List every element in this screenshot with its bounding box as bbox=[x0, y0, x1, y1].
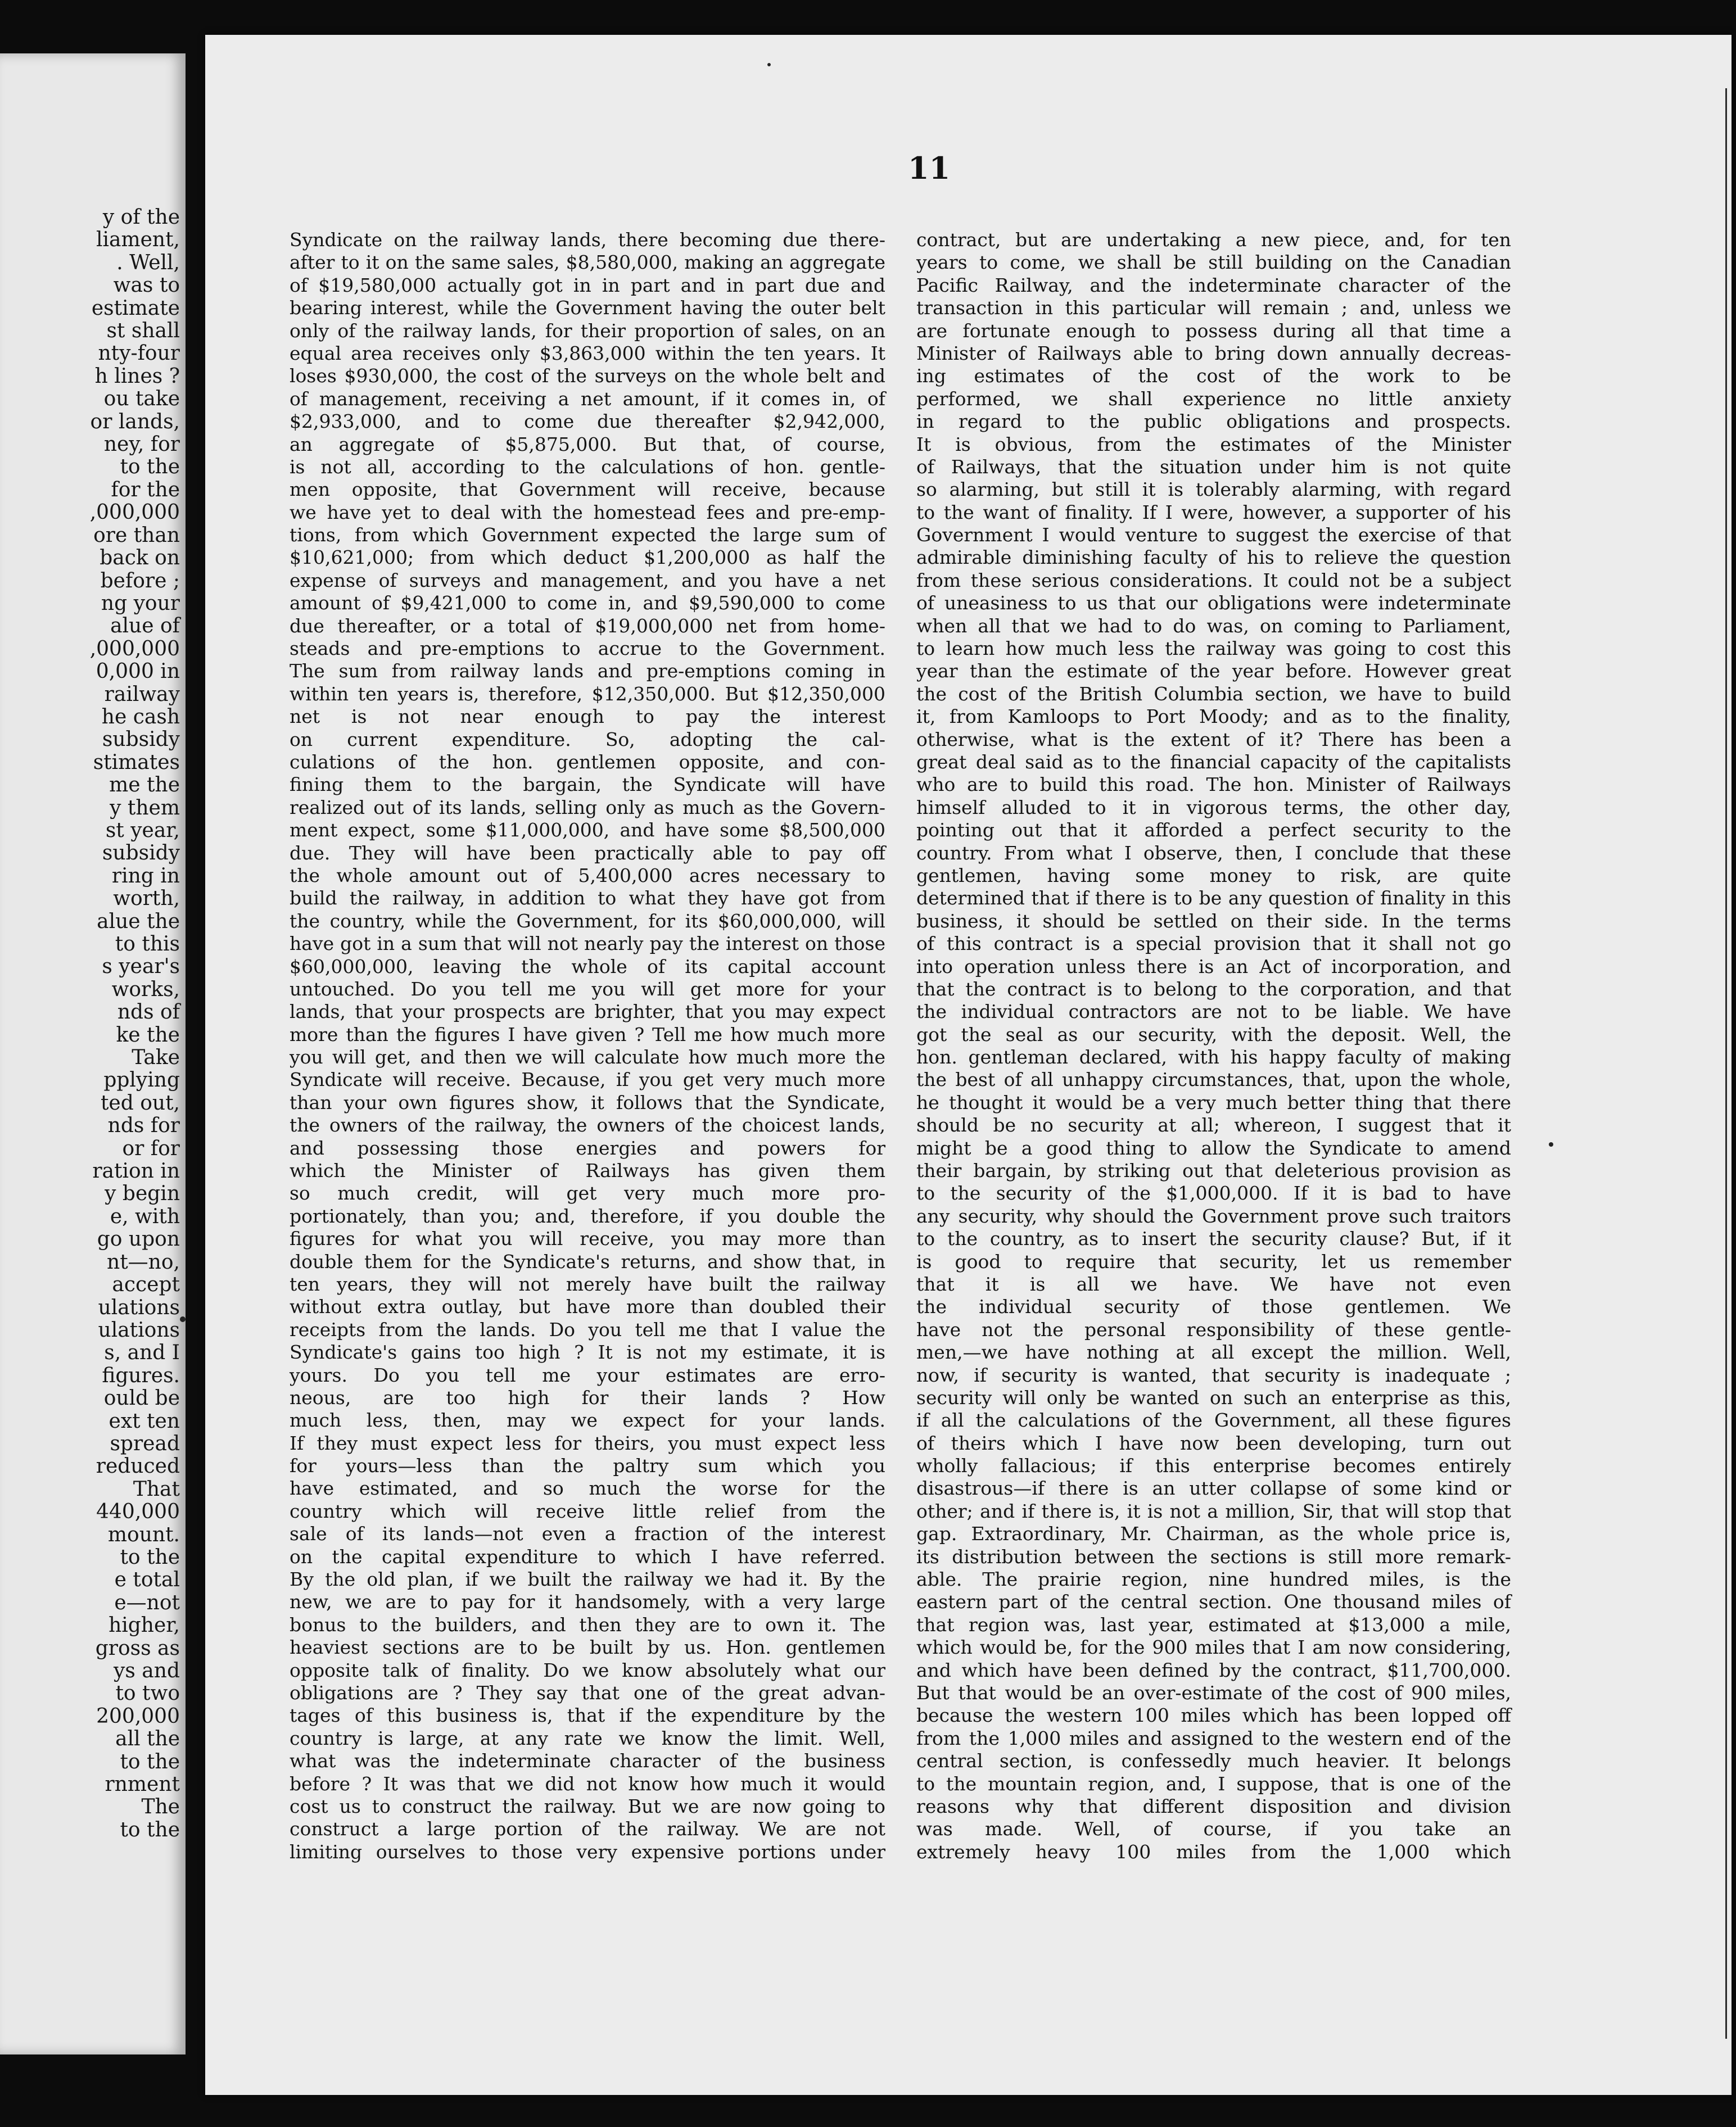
text-line: great deal said as to the financial capacity of the capitalists bbox=[916, 750, 1511, 773]
adjacent-page-line: 440,000 bbox=[96, 1500, 180, 1524]
adjacent-page-line: reduced bbox=[96, 1455, 180, 1478]
adjacent-page-line: ulations bbox=[98, 1296, 180, 1319]
page-edge bbox=[1725, 88, 1727, 2039]
text-line: after to it on the same sales, $8,580,000, making an aggregate bbox=[290, 251, 885, 274]
text-line: of management, receiving a net amount, if it comes in, of bbox=[290, 387, 885, 410]
text-line: security will only be wanted on such an enterprise as this, bbox=[916, 1386, 1511, 1409]
text-line: have estimated, and so much the worse for the bbox=[290, 1477, 885, 1500]
text-line: the country, while the Government, for its $60,000,000, will bbox=[290, 909, 885, 932]
adjacent-page-line: spread bbox=[110, 1432, 180, 1455]
text-line: new, we are to pay for it handsomely, with a very large bbox=[290, 1591, 885, 1613]
text-line: are fortunate enough to possess during all that time a bbox=[916, 319, 1511, 342]
adjacent-page-line: alue of bbox=[110, 614, 180, 638]
adjacent-page-line: . Well, bbox=[116, 251, 180, 274]
adjacent-page-line: nds for bbox=[107, 1114, 180, 1138]
text-line: expense of surveys and management, and you have a net bbox=[290, 569, 885, 591]
text-line: than your own figures show, it follows that the Syndicate, bbox=[290, 1091, 885, 1114]
adjacent-page-line: ng your bbox=[101, 591, 180, 615]
scan-speck bbox=[1549, 1142, 1553, 1147]
adjacent-page-line: was to bbox=[113, 274, 180, 297]
text-line: when all that we had to do was, on coming to Parliament, bbox=[916, 614, 1511, 637]
text-line: got the seal as our security, with the deposit. Well, the bbox=[916, 1023, 1511, 1046]
text-line: who are to build this road. The hon. Minister of Railways bbox=[916, 773, 1511, 796]
text-line: the individual security of those gentlemen. We bbox=[916, 1296, 1511, 1318]
text-line: have got in a sum that will not nearly pay the interest on those bbox=[290, 933, 885, 955]
text-line: that it is all we have. We have not even bbox=[916, 1273, 1511, 1295]
adjacent-page-line: go upon bbox=[97, 1228, 180, 1251]
text-line: loses $930,000, the cost of the surveys on the whole belt and bbox=[290, 365, 885, 387]
text-line: to the security of the $1,000,000. If it is bad to have bbox=[916, 1182, 1511, 1205]
text-line: Pacific Railway, and the indeterminate character of the bbox=[916, 274, 1511, 296]
text-line: $10,621,000; from which deduct $1,200,000 as half the bbox=[290, 546, 885, 569]
adjacent-page-line: ney, for bbox=[103, 433, 180, 456]
text-line: should be no security at all; whereon, I suggest that it bbox=[916, 1114, 1511, 1137]
text-line: amount of $9,421,000 to come in, and $9,590,000 to come bbox=[290, 592, 885, 614]
adjacent-page-line: s year's bbox=[102, 955, 180, 979]
text-line: was made. Well, of course, if you take an bbox=[916, 1818, 1511, 1840]
adjacent-page-line: figures. bbox=[102, 1364, 180, 1387]
adjacent-page-line: That bbox=[133, 1477, 180, 1501]
adjacent-page-line: to the bbox=[120, 1750, 180, 1773]
text-line: hon. gentleman declared, with his happy faculty of making bbox=[916, 1046, 1511, 1069]
adjacent-page-line: liament, bbox=[96, 228, 180, 252]
text-line: But that would be an over-estimate of the cost of 900 miles, bbox=[916, 1682, 1511, 1704]
text-line: what was the indeterminate character of the business bbox=[290, 1750, 885, 1772]
text-line: which the Minister of Railways has given them bbox=[290, 1160, 885, 1182]
text-line: that the contract is to belong to the corporation, and that bbox=[916, 977, 1511, 1000]
adjacent-page-line: ration in bbox=[92, 1160, 180, 1183]
adjacent-page-line: subsidy bbox=[102, 728, 180, 752]
adjacent-page-line: s, and I bbox=[104, 1341, 180, 1365]
adjacent-page-line: e—not bbox=[114, 1591, 180, 1614]
text-line: reasons why that different disposition and division bbox=[916, 1795, 1511, 1817]
text-line: the owners of the railway, the owners of the choicest lands, bbox=[290, 1114, 885, 1137]
adjacent-page-line: ulations bbox=[98, 1318, 180, 1342]
text-line: it, from Kamloops to Port Moody; and as to the finality, bbox=[916, 705, 1511, 728]
text-line: central section, is confessedly much heavier. It belongs bbox=[916, 1750, 1511, 1772]
text-line: realized out of its lands, selling only as much as the Govern- bbox=[290, 796, 885, 818]
text-line: the best of all unhappy circumstances, that, upon the whole, bbox=[916, 1069, 1511, 1091]
text-line: now, if security is wanted, that security is inadequate ; bbox=[916, 1364, 1511, 1386]
text-line: yours. Do you tell me your estimates are erro- bbox=[290, 1364, 885, 1386]
adjacent-page-line: before ; bbox=[100, 569, 180, 592]
text-line: so much credit, will get very much more pro- bbox=[290, 1182, 885, 1205]
adjacent-page-line: subsidy bbox=[102, 841, 180, 865]
text-line: Syndicate's gains too high ? It is not my estimate, it is bbox=[290, 1341, 885, 1364]
adjacent-page-line: st shall bbox=[106, 319, 180, 343]
text-line: might be a good thing to allow the Syndicate to amend bbox=[916, 1137, 1511, 1159]
text-line: bonus to the builders, and then they are to own it. The bbox=[290, 1613, 885, 1636]
text-line: ten years, they will not merely have built the railway bbox=[290, 1273, 885, 1295]
adjacent-page-line: ext ten bbox=[108, 1409, 180, 1433]
text-line: on current expenditure. So, adopting the cal- bbox=[290, 728, 885, 750]
text-line: so alarming, but still it is tolerably alarming, with regard bbox=[916, 478, 1511, 501]
text-line: in regard to the public obligations and prospects. bbox=[916, 410, 1511, 433]
adjacent-page-line: he cash bbox=[101, 705, 180, 728]
text-line: contract, but are undertaking a new piece, and, for ten bbox=[916, 229, 1511, 251]
adjacent-page-line: e total bbox=[114, 1568, 180, 1592]
text-line: disastrous—if there is an utter collapse of some kind or bbox=[916, 1477, 1511, 1500]
text-line: By the old plan, if we built the railway we had it. By the bbox=[290, 1568, 885, 1591]
text-line: if all the calculations of the Government, all these figures bbox=[916, 1409, 1511, 1432]
adjacent-page-line: stimates bbox=[93, 750, 180, 774]
scan-speck bbox=[767, 63, 771, 66]
adjacent-page-line: or for bbox=[122, 1137, 180, 1160]
text-line: of theirs which I have now been developing, turn out bbox=[916, 1432, 1511, 1454]
text-line: because the western 100 miles which has been lopped off bbox=[916, 1704, 1511, 1727]
page-number: 11 bbox=[908, 150, 951, 186]
text-line: determined that if there is to be any question of finality in this bbox=[916, 887, 1511, 909]
text-line: otherwise, what is the extent of it? There has been a bbox=[916, 728, 1511, 750]
adjacent-page-line: to this bbox=[115, 933, 180, 956]
text-line: of Railways, that the situation under him is not quite bbox=[916, 455, 1511, 478]
text-line: gentlemen, having some money to risk, are quite bbox=[916, 864, 1511, 886]
adjacent-page bbox=[0, 53, 186, 2054]
text-line: ment expect, some $11,000,000, and have some $8,500,000 bbox=[290, 819, 885, 841]
text-line: lands, that your prospects are brighter, that you may expect bbox=[290, 1001, 885, 1023]
adjacent-page-line: nds of bbox=[117, 1001, 180, 1024]
text-line: any security, why should the Government prove such traitors bbox=[916, 1205, 1511, 1227]
text-line: Syndicate will receive. Because, if you get very much more bbox=[290, 1069, 885, 1091]
text-line: construct a large portion of the railway. We are not bbox=[290, 1818, 885, 1840]
adjacent-page-line: railway bbox=[104, 682, 180, 706]
adjacent-page-line: all the bbox=[115, 1727, 180, 1751]
text-line: without extra outlay, but have more than doubled their bbox=[290, 1296, 885, 1318]
adjacent-page-line: st year, bbox=[105, 818, 180, 842]
text-line: you will get, and then we will calculate how much more the bbox=[290, 1046, 885, 1069]
text-line: that region was, last year, estimated at $13,000 a mile, bbox=[916, 1613, 1511, 1636]
text-line: country is large, at any rate we know the limit. Well, bbox=[290, 1727, 885, 1749]
text-line: build the railway, in addition to what they have got from bbox=[290, 887, 885, 909]
text-line: which would be, for the 900 miles that I am now considering, bbox=[916, 1636, 1511, 1659]
text-line: opposite talk of finality. Do we know absolutely what our bbox=[290, 1659, 885, 1681]
adjacent-page-text bbox=[0, 206, 180, 1841]
text-line: country which will receive little relief from the bbox=[290, 1500, 885, 1522]
text-line: of this contract is a special provision that it shall not go bbox=[916, 933, 1511, 955]
adjacent-page-line: mount. bbox=[107, 1523, 180, 1546]
text-line: from the 1,000 miles and assigned to the western end of the bbox=[916, 1727, 1511, 1749]
text-line: able. The prairie region, nine hundred miles, is the bbox=[916, 1568, 1511, 1591]
text-line: much less, then, may we expect for your lands. bbox=[290, 1409, 885, 1432]
text-line: years to come, we shall be still building on the Canadian bbox=[916, 251, 1511, 274]
text-line: heaviest sections are to be built by us. Hon. gentlemen bbox=[290, 1636, 885, 1659]
adjacent-page-line: y begin bbox=[105, 1182, 180, 1206]
text-line: steads and pre-emptions to accrue to the Government. bbox=[290, 637, 885, 660]
adjacent-page-line: 200,000 bbox=[96, 1704, 180, 1728]
text-line: of $19,580,000 actually got in in part and in part due and bbox=[290, 274, 885, 296]
text-line: untouched. Do you tell me you will get more for your bbox=[290, 977, 885, 1000]
text-line: wholly fallacious; if this enterprise becomes entirely bbox=[916, 1455, 1511, 1477]
adjacent-page-line: ring in bbox=[111, 864, 180, 888]
text-line: to the mountain region, and, I suppose, that is one of the bbox=[916, 1772, 1511, 1795]
adjacent-page-line: for the bbox=[111, 478, 180, 501]
text-line: fining them to the bargain, the Syndicate will have bbox=[290, 773, 885, 796]
text-line: for yours—less than the paltry sum which you bbox=[290, 1455, 885, 1477]
text-column-left bbox=[290, 229, 885, 1863]
text-line: portionately, than you; and, therefore, if you double the bbox=[290, 1205, 885, 1227]
text-line: on the capital expenditure to which I have referred. bbox=[290, 1545, 885, 1568]
document-page bbox=[205, 35, 1732, 2095]
adjacent-page-line: ys and bbox=[114, 1659, 180, 1682]
text-line: and possessing those energies and powers for bbox=[290, 1137, 885, 1159]
text-line: before ? It was that we did not know how much it would bbox=[290, 1772, 885, 1795]
text-line: culations of the hon. gentlemen opposite, and con- bbox=[290, 750, 885, 773]
text-line: sale of its lands—not even a fraction of the interest bbox=[290, 1523, 885, 1545]
adjacent-page-line: y of the bbox=[102, 206, 180, 229]
adjacent-page-line: pplying bbox=[103, 1069, 180, 1092]
adjacent-page-line: ke the bbox=[116, 1023, 180, 1047]
adjacent-page-line: works, bbox=[111, 977, 180, 1001]
adjacent-page-line: to two bbox=[115, 1682, 180, 1705]
text-line: admirable diminishing faculty of his to relieve the question bbox=[916, 546, 1511, 569]
text-line: The sum from railway lands and pre-emptions coming in bbox=[290, 660, 885, 682]
adjacent-page-line: The bbox=[141, 1795, 180, 1819]
text-line: extremely heavy 100 miles from the 1,000 which bbox=[916, 1840, 1511, 1863]
text-line: double them for the Syndicate's returns, and show that, in bbox=[290, 1250, 885, 1273]
text-line: country. From what I observe, then, I conclude that these bbox=[916, 841, 1511, 864]
adjacent-page-line: rnment bbox=[105, 1773, 180, 1796]
text-line: tions, from which Government expected the large sum of bbox=[290, 524, 885, 546]
text-line: year than the estimate of the year before. However great bbox=[916, 660, 1511, 682]
adjacent-page-line: worth, bbox=[113, 887, 180, 911]
adjacent-page-line: ,000,000 bbox=[89, 637, 180, 660]
text-line: to the want of finality. If I were, however, a supporter of his bbox=[916, 501, 1511, 523]
text-line: he thought it would be a very much better thing that there bbox=[916, 1091, 1511, 1114]
text-line: tages of this business is, that if the expenditure by the bbox=[290, 1704, 885, 1727]
text-line: have not the personal responsibility of these gentle- bbox=[916, 1318, 1511, 1341]
adjacent-page-line: ore than bbox=[93, 523, 180, 547]
text-line: receipts from the lands. Do you tell me that I value the bbox=[290, 1318, 885, 1341]
text-line: performed, we shall experience no little anxiety bbox=[916, 387, 1511, 410]
text-line: its distribution between the sections is still more remark- bbox=[916, 1545, 1511, 1568]
text-column-right bbox=[916, 229, 1511, 1863]
text-line: men,—we have nothing at all except the million. Well, bbox=[916, 1341, 1511, 1364]
adjacent-page-line: higher, bbox=[108, 1614, 180, 1637]
text-line: to the country, as to insert the security clause? But, if it bbox=[916, 1228, 1511, 1250]
text-line: ing estimates of the cost of the work to be bbox=[916, 365, 1511, 387]
text-line: net is not near enough to pay the interest bbox=[290, 705, 885, 728]
adjacent-page-line: nt—no, bbox=[107, 1250, 180, 1274]
scan-speck bbox=[180, 1316, 186, 1322]
text-line: an aggregate of $5,875,000. But that, of course, bbox=[290, 433, 885, 455]
adjacent-page-line: ,000,000 bbox=[89, 501, 180, 524]
text-line: the whole amount out of 5,400,000 acres necessary to bbox=[290, 864, 885, 886]
text-line: due. They will have been practically able to pay off bbox=[290, 841, 885, 864]
text-line: more than the figures I have given ? Tell me how much more bbox=[290, 1023, 885, 1046]
text-line: to learn how much less the railway was going to cost this bbox=[916, 637, 1511, 660]
adjacent-page-line: Take bbox=[132, 1046, 180, 1070]
text-line: gap. Extraordinary, Mr. Chairman, as the whole price is, bbox=[916, 1523, 1511, 1545]
adjacent-page-line: to the bbox=[120, 455, 180, 479]
text-line: is not all, according to the calculations of hon. gentle- bbox=[290, 455, 885, 478]
adjacent-page-line: y them bbox=[110, 796, 180, 820]
text-line: and which have been defined by the contract, $11,700,000. bbox=[916, 1659, 1511, 1681]
text-line: equal area receives only $3,863,000 within the ten years. It bbox=[290, 342, 885, 364]
text-line: bearing interest, while the Government having the outer belt bbox=[290, 297, 885, 319]
adjacent-page-line: nty-four bbox=[98, 342, 180, 365]
adjacent-page-line: to the bbox=[120, 1818, 180, 1841]
text-line: the cost of the British Columbia section, we have to build bbox=[916, 682, 1511, 705]
text-line: business, it should be settled on their side. In the terms bbox=[916, 909, 1511, 932]
text-line: into operation unless there is an Act of incorporation, and bbox=[916, 955, 1511, 977]
text-line: It is obvious, from the estimates of the Minister bbox=[916, 433, 1511, 455]
text-line: within ten years is, therefore, $12,350,000. But $12,350,000 bbox=[290, 682, 885, 705]
text-line: obligations are ? They say that one of the great advan- bbox=[290, 1682, 885, 1704]
adjacent-page-line: estimate bbox=[91, 296, 180, 320]
text-line: transaction in this particular will remain ; and, unless we bbox=[916, 297, 1511, 319]
adjacent-page-line: gross as bbox=[95, 1636, 180, 1660]
adjacent-page-line: ou take bbox=[103, 387, 180, 411]
adjacent-page-line: ould be bbox=[103, 1387, 180, 1410]
text-line: we have yet to deal with the homestead fees and pre-emp- bbox=[290, 501, 885, 523]
text-line: Minister of Railways able to bring down annually decreas- bbox=[916, 342, 1511, 364]
text-line: the individual contractors are not to be liable. We have bbox=[916, 1001, 1511, 1023]
text-line: cost us to construct the railway. But we are now going to bbox=[290, 1795, 885, 1817]
text-line: pointing out that it afforded a perfect security to the bbox=[916, 819, 1511, 841]
adjacent-page-line: or lands, bbox=[90, 410, 180, 433]
adjacent-page-line: to the bbox=[120, 1545, 180, 1569]
text-line: is good to require that security, let us remember bbox=[916, 1250, 1511, 1273]
adjacent-page-line: me the bbox=[109, 773, 180, 797]
adjacent-page-line: e, with bbox=[110, 1205, 180, 1228]
adjacent-page-line: alue the bbox=[97, 909, 180, 933]
adjacent-page-line: h lines ? bbox=[94, 364, 180, 388]
text-line: from these serious considerations. It could not be a subject bbox=[916, 569, 1511, 591]
text-line: men opposite, that Government will receive, because bbox=[290, 478, 885, 501]
text-line: only of the railway lands, for their proportion of sales, on an bbox=[290, 319, 885, 342]
text-line: Syndicate on the railway lands, there becoming due there- bbox=[290, 229, 885, 251]
text-line: eastern part of the central section. One thousand miles of bbox=[916, 1591, 1511, 1613]
text-line: figures for what you will receive, you may more than bbox=[290, 1228, 885, 1250]
text-line: of uneasiness to us that our obligations were indeterminate bbox=[916, 592, 1511, 614]
adjacent-page-line: back on bbox=[100, 546, 180, 570]
adjacent-page-line: ted out, bbox=[100, 1091, 180, 1115]
adjacent-page-line: 0,000 in bbox=[96, 660, 180, 684]
text-line: $60,000,000, leaving the whole of its capital account bbox=[290, 955, 885, 977]
adjacent-page-line: accept bbox=[112, 1273, 180, 1297]
text-line: If they must expect less for theirs, you must expect less bbox=[290, 1432, 885, 1454]
text-line: limiting ourselves to those very expensive portions under bbox=[290, 1840, 885, 1863]
text-line: himself alluded to it in vigorous terms, the other day, bbox=[916, 796, 1511, 818]
text-line: neous, are too high for their lands ? How bbox=[290, 1386, 885, 1409]
text-line: Government I would venture to suggest the exercise of that bbox=[916, 524, 1511, 546]
text-line: due thereafter, or a total of $19,000,000 net from home- bbox=[290, 614, 885, 637]
text-line: $2,933,000, and to come due thereafter $2,942,000, bbox=[290, 410, 885, 433]
text-line: other; and if there is, it is not a million, Sir, that will stop that bbox=[916, 1500, 1511, 1522]
text-line: their bargain, by striking out that deleterious provision as bbox=[916, 1160, 1511, 1182]
